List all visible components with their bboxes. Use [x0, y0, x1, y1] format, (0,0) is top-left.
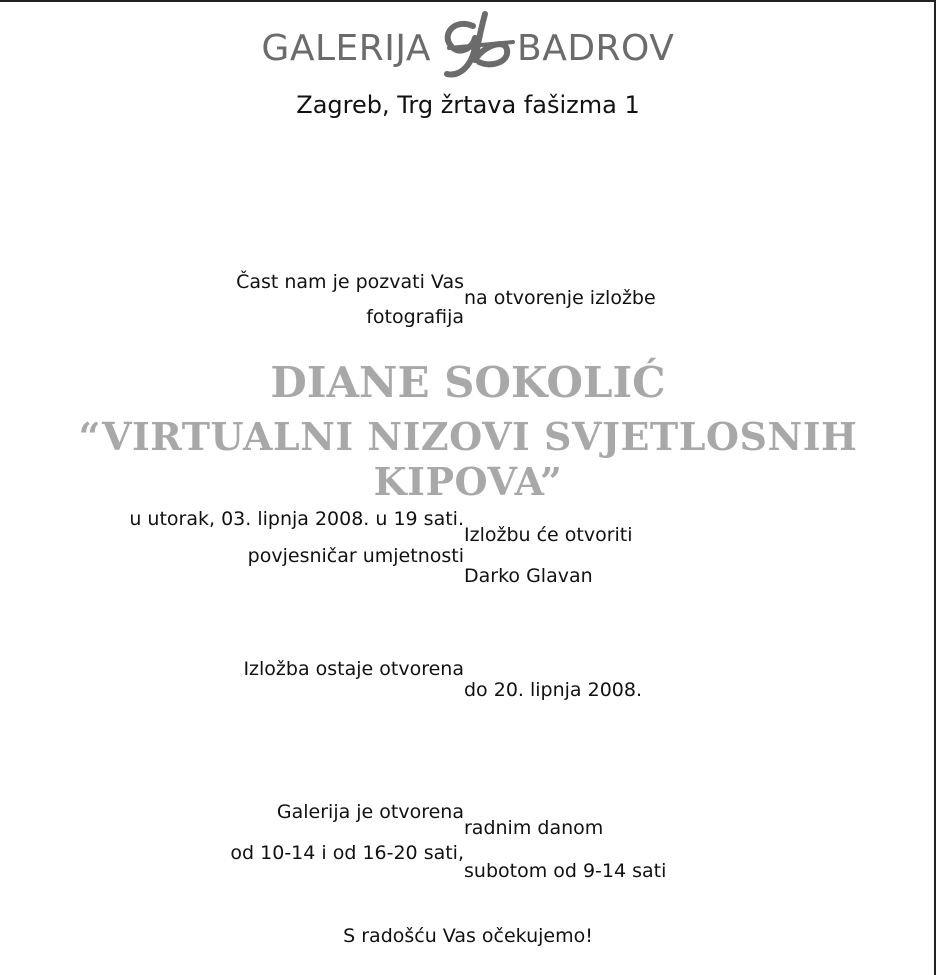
gb-monogram-icon [433, 8, 523, 86]
hours-line: Galerija je otvorena [276, 801, 464, 823]
invitation-line: na otvorenje izložbe [464, 287, 656, 309]
top-border [0, 0, 936, 2]
closing-line: S radošću Vas očekujemo! [343, 925, 593, 947]
opening-line: u utorak, 03. lipnja 2008. u 19 sati. [129, 508, 464, 530]
gallery-logo [0, 8, 936, 78]
logo-text-left: GALERIJA [261, 28, 431, 69]
hours-line: radnim danom [464, 817, 604, 839]
logo-text-right: BADROV [517, 28, 675, 69]
invitation-line: Čast nam je pozvati Vas [236, 271, 464, 293]
hours-line: od 10-14 i od 16-20 sati, [230, 842, 464, 864]
invitation-line: fotografija [366, 306, 464, 328]
opening-line: Darko Glavan [464, 565, 593, 587]
duration-line: Izložba ostaje otvorena [243, 658, 464, 680]
artist-name: DIANE SOKOLIĆ [270, 358, 666, 407]
opening-line: povjesničar umjetnosti [247, 545, 464, 567]
duration-line: do 20. lipnja 2008. [464, 679, 642, 701]
exhibition-title: “VIRTUALNI NIZOVI SVJETLOSNIH KIPOVA” [78, 414, 858, 504]
hours-line: subotom od 9-14 sati [464, 860, 667, 882]
opening-line: Izložbu će otvoriti [464, 524, 633, 546]
gallery-address: Zagreb, Trg žrtava fašizma 1 [296, 91, 640, 119]
